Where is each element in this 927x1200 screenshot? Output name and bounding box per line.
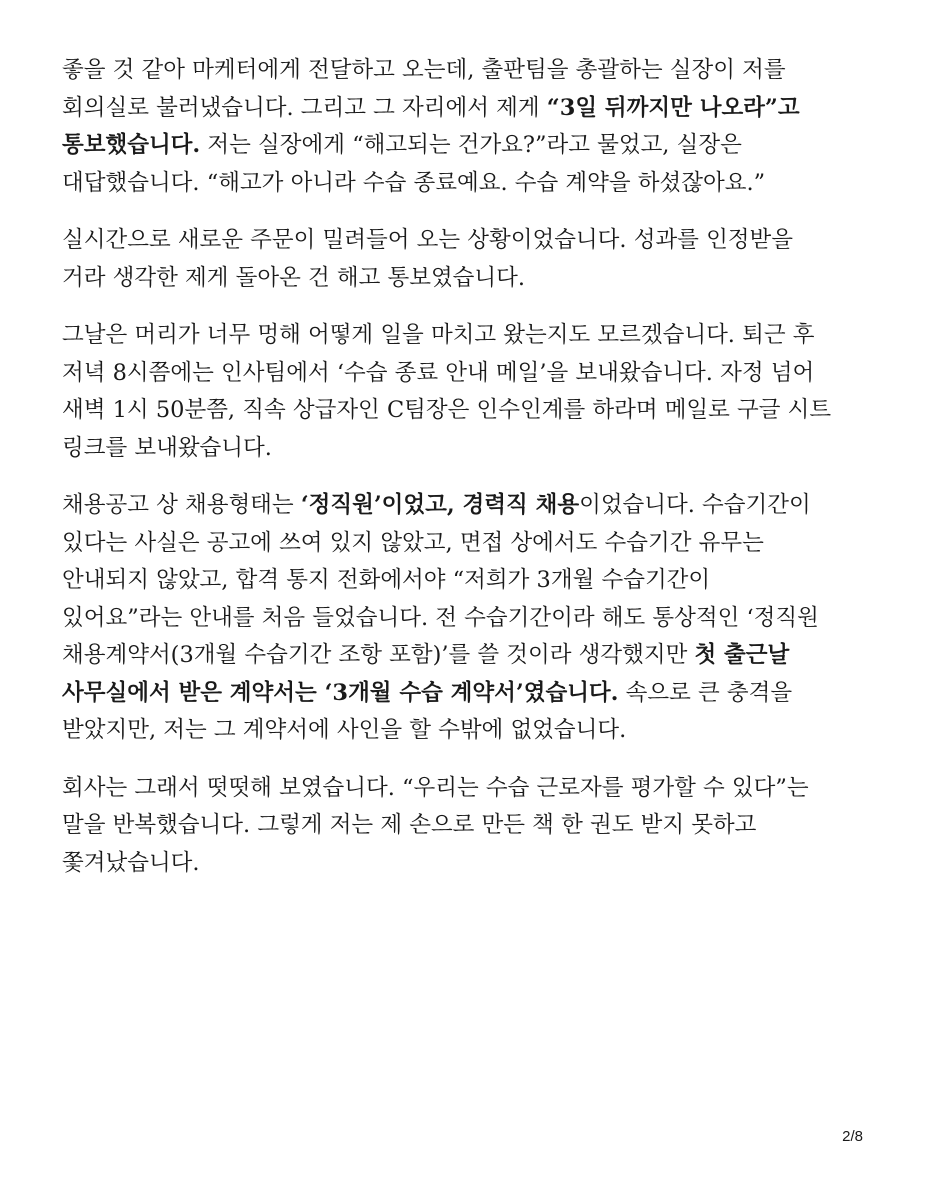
text-segment: 좋을 것 같아 마케터에게 전달하고 오는데, 출판팀을 총괄하는 실장이 저를	[62, 57, 786, 83]
text-segment: 있어요”라는 안내를 처음 들었습니다. 전 수습기간이라 해도 통상적인 ‘정직원	[62, 604, 819, 631]
text-line	[62, 600, 882, 638]
text-line	[62, 127, 882, 165]
text-line	[62, 525, 882, 563]
text-line	[62, 637, 882, 675]
text-segment: 링크를 보내왔습니다.	[62, 434, 272, 461]
paragraph	[62, 222, 882, 297]
text-segment: 속으로 큰 충격을	[618, 679, 793, 706]
document-body	[62, 52, 882, 902]
paragraph	[62, 487, 882, 750]
text-line	[62, 770, 882, 808]
bold-text-segment: “3일 뒤까지만 나오라”고	[546, 94, 800, 121]
text-line	[62, 712, 882, 750]
text-segment: 그날은 머리가 너무 멍해 어떻게 일을 마치고 왔는지도 모르겠습니다. 퇴근 후	[62, 322, 815, 348]
text-segment: 말을 반복했습니다. 그렇게 저는 제 손으로 만든 책 한 권도 받지 못하고	[62, 812, 757, 838]
text-segment: 채용계약서(3개월 수습기간 조항 포함)’를 쓸 것이라 생각했지만	[62, 642, 695, 668]
paragraph	[62, 52, 882, 202]
text-line	[62, 260, 882, 298]
text-segment: 실시간으로 새로운 주문이 밀려들어 오는 상황이었습니다. 성과를 인정받을	[62, 227, 794, 253]
text-segment: 쫓겨났습니다.	[62, 849, 200, 876]
text-segment: 새벽 1시 50분쯤, 직속 상급자인 C팀장은 인수인계를 하라며 메일로 구글 시트	[62, 397, 832, 423]
text-line	[62, 392, 882, 430]
text-line	[62, 845, 882, 883]
text-segment: 회사는 그래서 떳떳해 보였습니다. “우리는 수습 근로자를 평가할 수 있다”는	[62, 774, 809, 801]
text-line	[62, 430, 882, 468]
text-segment: 있다는 사실은 공고에 쓰여 있지 않았고, 면접 상에서도 수습기간 유무는	[62, 529, 764, 556]
text-line	[62, 562, 882, 600]
text-segment: 저녁 8시쯤에는 인사팀에서 ‘수습 종료 안내 메일’을 보내왔습니다. 자정 넘어	[62, 359, 815, 386]
text-line	[62, 317, 882, 355]
text-line	[62, 222, 882, 260]
text-line	[62, 355, 882, 393]
bold-text-segment: 첫 출근날	[694, 642, 790, 668]
text-segment: 회의실로 불러냈습니다. 그리고 그 자리에서 제게	[62, 94, 547, 121]
text-segment: 대답했습니다. “해고가 아니라 수습 종료예요. 수습 계약을 하셨잖아요.”	[62, 169, 766, 196]
text-line	[62, 165, 882, 203]
paragraph	[62, 770, 882, 883]
text-segment: 받았지만, 저는 그 계약서에 사인을 할 수밖에 없었습니다.	[62, 717, 627, 743]
text-line	[62, 487, 882, 525]
text-segment: 안내되지 않았고, 합격 통지 전화에서야 “저희가 3개월 수습기간이	[62, 567, 711, 593]
text-segment: 거라 생각한 제게 돌아온 건 해고 통보였습니다.	[62, 264, 526, 291]
text-line	[62, 675, 882, 713]
text-segment: 채용공고 상 채용형태는	[62, 492, 301, 518]
text-segment: 저는 실장에게 “해고되는 건가요?”라고 물었고, 실장은	[200, 132, 742, 158]
text-line	[62, 807, 882, 845]
bold-text-segment: 통보했습니다.	[62, 132, 201, 158]
text-line	[62, 52, 882, 90]
page-number: 2/8	[842, 1128, 863, 1145]
bold-text-segment: ‘정직원’이었고, 경력직 채용	[300, 492, 580, 518]
text-line	[62, 90, 882, 128]
bold-text-segment: 사무실에서 받은 계약서는 ‘3개월 수습 계약서’였습니다.	[62, 679, 619, 706]
text-segment: 이었습니다. 수습기간이	[579, 492, 811, 518]
paragraph	[62, 317, 882, 467]
